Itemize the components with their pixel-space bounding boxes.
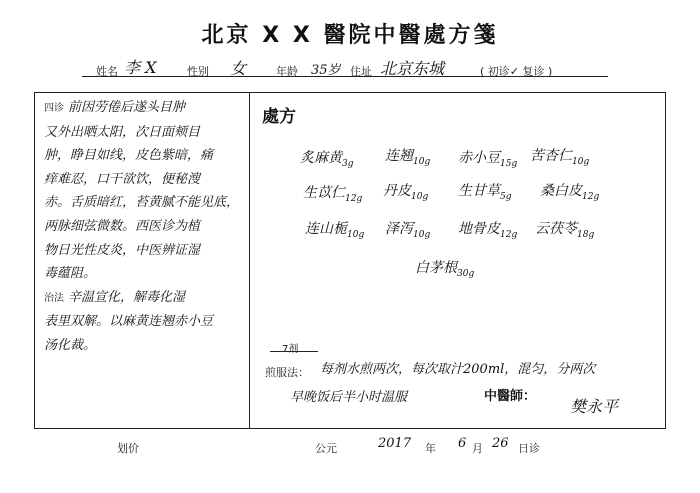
history-tag: 四诊 [44, 103, 64, 114]
age-label: 年龄 [276, 65, 298, 78]
herb-item: 生甘草$_{5g}$ [458, 183, 512, 202]
case-record [44, 96, 244, 358]
day-value: 26 [492, 436, 509, 451]
check-mark-icon: ✓ [509, 65, 520, 78]
decoction-instructions: 每剂水煎两次，每次取汁200ml，混匀，分两次 [320, 362, 596, 377]
address-value: 北京东城 [380, 59, 445, 78]
history-line: 两脉细弦微数。西医诊为植 [44, 218, 201, 234]
month-unit: 月 [472, 442, 483, 455]
herb-item: 连山栀$_{10g}$ [305, 221, 365, 240]
treatment-line: 表里双解。以麻黄连翘赤小豆 [44, 314, 214, 330]
doctor-label: 中醫師： [484, 389, 537, 404]
doctor-signature: 樊永平 [570, 397, 619, 416]
herb-item: 丹皮$_{10g}$ [383, 183, 429, 202]
visit-type: ( 初诊✓ 复诊 ) [480, 65, 553, 78]
era-label: 公元 [315, 442, 337, 455]
price-label: 划价 [117, 442, 139, 455]
herb-item: 云茯苓$_{18g}$ [535, 221, 595, 240]
history-line: 物日光性皮炎，中医辨证湿 [44, 242, 201, 258]
history-line: 毒蕴阻。 [44, 266, 97, 282]
herb-item: 赤小豆$_{15g}$ [458, 150, 518, 169]
herb-item: 苦杏仁$_{10g}$ [530, 148, 590, 167]
frame-divider [249, 92, 250, 429]
year-unit: 年 [425, 442, 436, 455]
herb-item: 连翘$_{10g}$ [385, 148, 431, 167]
info-underline [82, 76, 608, 77]
history-line: 肿，睁目如线，皮色紫暗，痛 [44, 148, 214, 164]
rx-title: 處方 [262, 107, 296, 127]
treatment-line: 汤化裁。 [44, 337, 97, 353]
day-unit: 日诊 [518, 442, 540, 455]
herb-item: 生苡仁$_{12g}$ [303, 185, 363, 204]
followup-visit-label: 复诊 [522, 65, 545, 78]
dose-count: 7剂 [282, 344, 299, 355]
herb-item: 地骨皮$_{12g}$ [458, 221, 518, 240]
herb-item: 白茅根$_{30g}$ [415, 260, 475, 279]
treatment-tag: 治法 [44, 292, 64, 304]
treatment-line: 治法 辛温宣化，解毒化湿 [44, 289, 186, 305]
name-label: 姓名 [96, 65, 118, 78]
prescription-title: 北京 X X 醫院中醫處方箋 [201, 23, 499, 48]
sex-value: 女 [230, 59, 247, 78]
herb-item: 炙麻黄$_{3g}$ [300, 150, 354, 169]
decoction-timing: 早晚饭后半小时温服 [290, 390, 408, 405]
decoction-label: 煎服法： [265, 366, 309, 379]
name-value: 李 X [124, 58, 157, 77]
history-line: 痒难忍，口干欲饮，便秘溲 [44, 171, 201, 187]
dose-underline [270, 351, 318, 352]
history-line: 四诊 前因劳倦后遂头目肿 [44, 100, 186, 115]
sex-label: 性别 [187, 65, 209, 78]
age-value: 35岁 [311, 63, 341, 78]
herb-item: 桑白皮$_{12g}$ [540, 183, 600, 202]
month-value: 6 [458, 436, 467, 451]
herb-item: 泽泻$_{10g}$ [385, 221, 431, 240]
history-line: 又外出晒太阳，次日面颊目 [44, 124, 201, 140]
history-line: 赤。舌质暗红，苔黄腻不能见底， [44, 195, 240, 211]
address-label: 住址 [350, 65, 372, 78]
year-value: 2017 [378, 436, 412, 451]
first-visit-label: 初诊 [487, 65, 510, 78]
